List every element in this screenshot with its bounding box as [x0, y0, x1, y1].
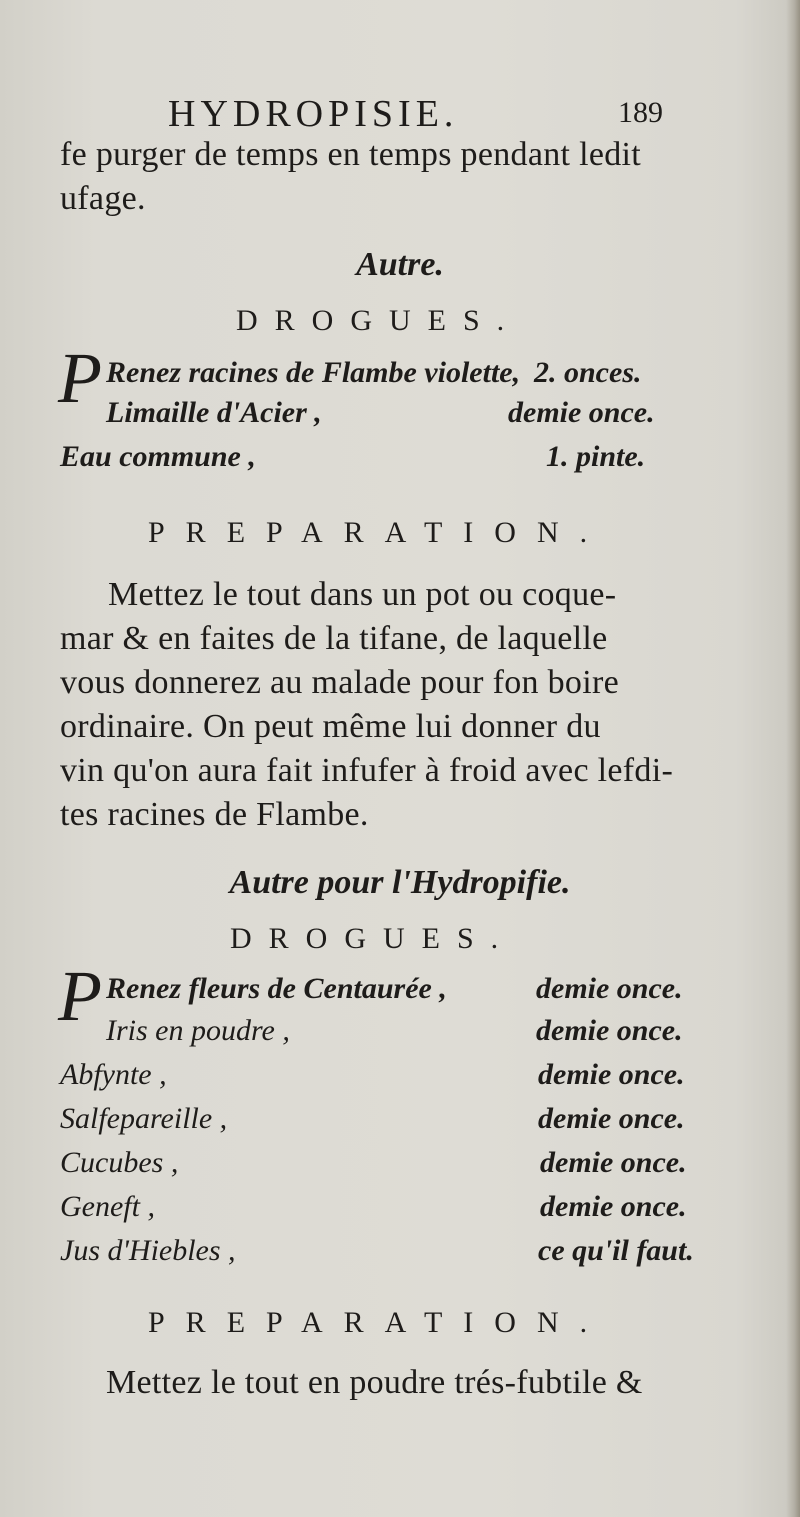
intro-line: ufage.: [60, 180, 146, 217]
ingredient-quantity: demie once.: [536, 972, 683, 1005]
preparation-line: tes racines de Flambe.: [60, 796, 369, 833]
ingredient-name: Jus d'Hiebles ,: [60, 1234, 236, 1267]
page-edge-shadow: [786, 0, 800, 1517]
ingredient-name: Cucubes ,: [60, 1146, 179, 1179]
ingredient-quantity: 1. pinte.: [546, 440, 646, 473]
recipe-title: Autre pour l'Hydropifie.: [229, 864, 571, 901]
ingredient-name: Renez fleurs de Centaurée ,: [106, 972, 447, 1005]
ingredient-quantity: demie once.: [540, 1190, 687, 1223]
preparation-line: vin qu'on aura fait infufer à froid avec lefdi-: [60, 752, 674, 789]
drogues-heading: DROGUES.: [230, 922, 516, 955]
ingredient-quantity: ce qu'il faut.: [538, 1234, 694, 1267]
ingredient-name: Iris en poudre ,: [106, 1014, 290, 1047]
preparation-heading: PREPARATION.: [148, 1306, 609, 1339]
ingredient-name: Eau commune ,: [60, 440, 256, 473]
preparation-line: vous donnerez au malade pour fon boire: [60, 664, 619, 701]
ingredient-quantity: demie once.: [536, 1014, 683, 1047]
drop-cap: P: [58, 338, 102, 418]
page-number: 189: [618, 96, 663, 129]
ingredient-quantity: demie once.: [538, 1102, 685, 1135]
ingredient-name: Limaille d'Acier ,: [106, 396, 322, 429]
ingredient-name: Salfepareille ,: [60, 1102, 228, 1135]
ingredient-name: Renez racines de Flambe violette,: [106, 356, 521, 389]
preparation-line: Mettez le tout dans un pot ou coque-: [108, 576, 617, 613]
ingredient-quantity: 2. onces.: [534, 356, 642, 389]
ingredient-quantity: demie once.: [508, 396, 655, 429]
running-head: HYDROPISIE.: [168, 93, 459, 135]
ingredient-name: Geneft ,: [60, 1190, 155, 1223]
preparation-heading: PREPARATION.: [148, 516, 609, 549]
ingredient-quantity: demie once.: [540, 1146, 687, 1179]
preparation-line: ordinaire. On peut même lui donner du: [60, 708, 601, 745]
preparation-line: mar & en faites de la tifane, de laquelle: [60, 620, 608, 657]
drogues-heading: DROGUES.: [236, 304, 522, 337]
ingredient-quantity: demie once.: [538, 1058, 685, 1091]
ingredient-name: Abfynte ,: [60, 1058, 167, 1091]
intro-line: fe purger de temps en temps pendant ledit: [60, 136, 642, 173]
recipe-title: Autre.: [356, 246, 444, 283]
drop-cap: P: [58, 956, 102, 1036]
preparation-line: Mettez le tout en poudre trés-fubtile &: [106, 1364, 643, 1401]
